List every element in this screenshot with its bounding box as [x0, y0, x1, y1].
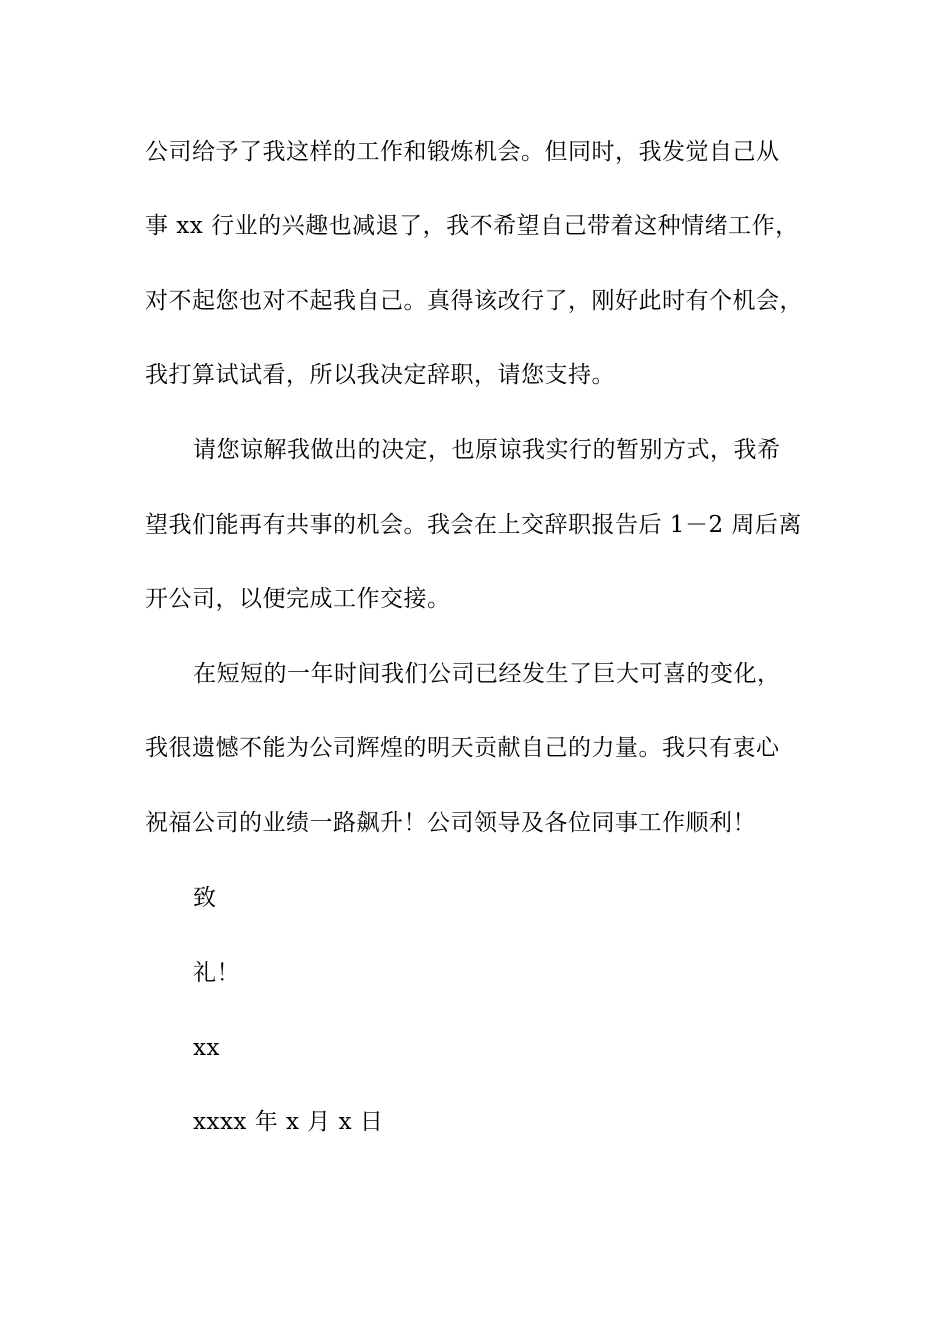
- closing-regards: 礼！: [193, 960, 240, 986]
- signature-name: xx: [193, 1035, 220, 1061]
- paragraph-2-line-3: 开公司，以便完成工作交接。: [145, 586, 451, 612]
- signature-date: xxxx 年 x 月 x 日: [193, 1109, 384, 1135]
- body-line-2: 事 xx 行业的兴趣也减退了，我不希望自己带着这种情绪工作，: [145, 213, 799, 239]
- paragraph-3-line-1: 在短短的一年时间我们公司已经发生了巨大可喜的变化，: [193, 661, 781, 687]
- body-line-4: 我打算试试看，所以我决定辞职，请您支持。: [145, 362, 615, 388]
- paragraph-3-line-3: 祝福公司的业绩一路飙升！公司领导及各位同事工作顺利！: [145, 810, 756, 836]
- body-line-3: 对不起您也对不起我自己。真得该改行了，刚好此时有个机会，: [145, 288, 803, 314]
- closing-salutation: 致: [193, 885, 217, 911]
- paragraph-2-line-2: 望我们能再有共事的机会。我会在上交辞职报告后 1－2 周后离: [145, 512, 802, 538]
- paragraph-2-line-1: 请您谅解我做出的决定，也原谅我实行的暂别方式，我希: [193, 437, 781, 463]
- paragraph-3-line-2: 我很遗憾不能为公司辉煌的明天贡献自己的力量。我只有衷心: [145, 735, 780, 761]
- body-line-1: 公司给予了我这样的工作和锻炼机会。但同时，我发觉自己从: [145, 139, 780, 165]
